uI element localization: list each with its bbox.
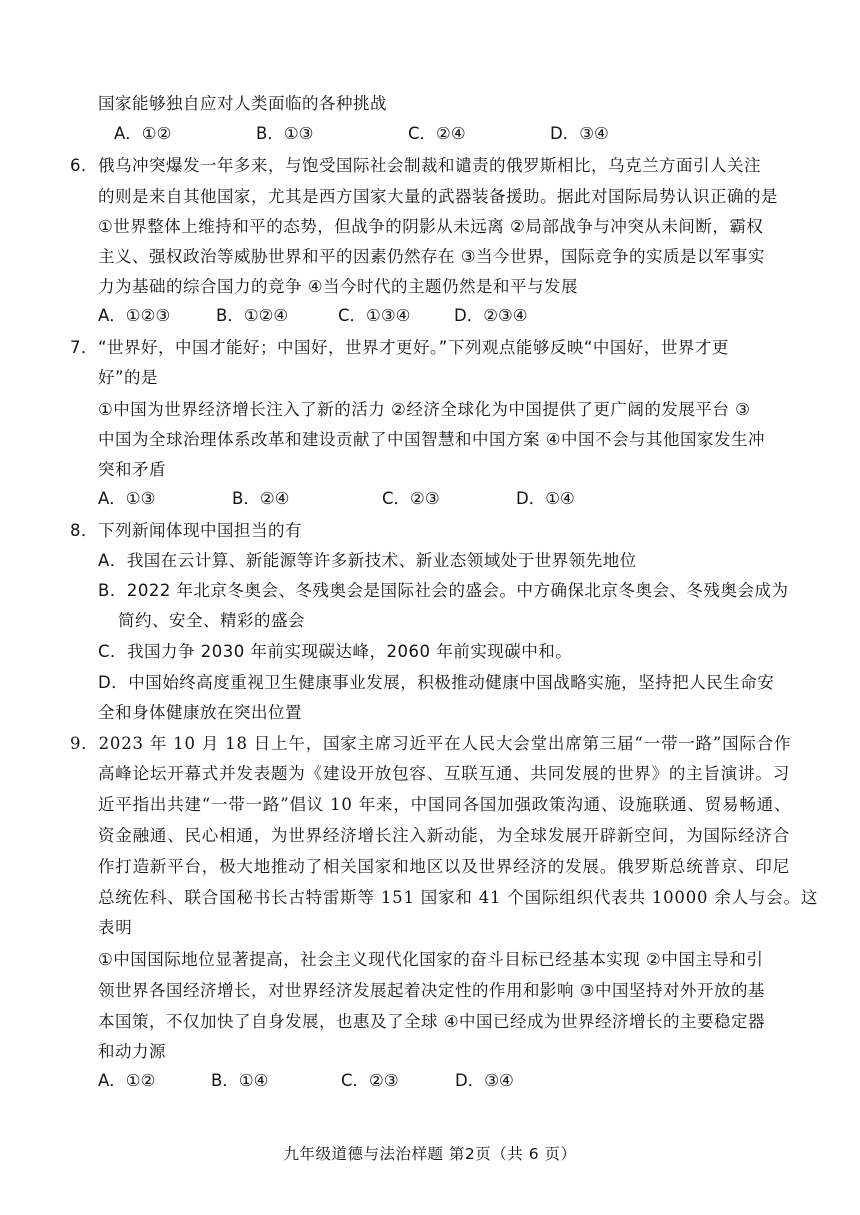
q8-option-line: D．中国始终高度重视卫生健康事业发展，积极推动健康中国战略实施，坚持把人民生命安 bbox=[98, 673, 775, 692]
q7-option-d: D．①④ bbox=[516, 489, 575, 508]
q7-stem-line: 7．“世界好，中国才能好；中国好，世界才更好。”下列观点能够反映“中国好，世界才更 bbox=[70, 338, 729, 357]
q9-option-a: A．①② bbox=[98, 1071, 156, 1090]
q9-stem-line: 作打造新平台，极大地推动了相关国家和地区以及世界经济的发展。俄罗斯总统普京、印尼 bbox=[98, 857, 790, 876]
q6-stem-line: 主义、强权政治等威胁世界和平的因素仍然存在 ③当今世界，国际竞争的实质是以军事实 bbox=[98, 247, 766, 266]
q8-option-line: A．我国在云计算、新能源等许多新技术、新业态领域处于世界领先地位 bbox=[98, 551, 637, 570]
q9-stem-line: 近平指出共建“一带一路”倡议 10 年来，中国同各国加强政策沟通、设施联通、贸易畅通、 bbox=[98, 795, 792, 814]
q9-option-d: D．③④ bbox=[455, 1071, 514, 1090]
q9-stem-line: 高峰论坛开幕式并发表题为《建设开放包容、互联互通、共同发展的世界》的主旨演讲。习 bbox=[98, 764, 790, 783]
q6-stem-line: 的则是来自其他国家，尤其是西方国家大量的武器装备援助。据此对国际局势认识正确的是 bbox=[98, 187, 778, 206]
q8-option-line: 全和身体健康放在突出位置 bbox=[98, 703, 302, 722]
q6-stem-line: 6．俄乌冲突爆发一年多来，与饱受国际社会制裁和谴责的俄罗斯相比，乌克兰方面引人关注 bbox=[70, 156, 761, 175]
q9-option-c: C．②③ bbox=[341, 1071, 399, 1090]
q9-option-b: B．①④ bbox=[211, 1071, 269, 1090]
q7-option-b: B．②④ bbox=[232, 489, 290, 508]
q9-stem-line: 表明 bbox=[98, 918, 133, 937]
q6-option-a: A．①②③ bbox=[98, 306, 171, 325]
q8-option-line: B．2022 年北京冬奥会、冬残奥会是国际社会的盛会。中方确保北京冬奥会、冬残奥会成为 bbox=[98, 581, 789, 600]
page-footer: 九年级道德与法治样题 第2页（共 6 页） bbox=[283, 1145, 577, 1163]
q7-stem-line: 好”的是 bbox=[98, 368, 159, 387]
q9-stem-line: 资金融通、民心相通，为世界经济增长注入新动能，为全球发展开辟新空间，为国际经济合 bbox=[98, 826, 790, 845]
q9-stem-line: 总统佐科、联合国秘书长古特雷斯等 151 国家和 41 个国际组织代表共 10000 余人与会。这 bbox=[98, 888, 819, 907]
q6-stem-line: 力为基础的综合国力的竞争 ④当今时代的主题仍然是和平与发展 bbox=[98, 277, 579, 296]
q9-choice-line: ①中国国际地位显著提高，社会主义现代化国家的奋斗目标已经基本实现 ②中国主导和引 bbox=[98, 950, 764, 969]
q8-option-line: 简约、安全、精彩的盛会 bbox=[118, 611, 305, 630]
q7-stem-line: 中国为全球治理体系改革和建设贡献了中国智慧和中国方案 ④中国不会与其他国家发生冲 bbox=[98, 430, 766, 449]
q9-choice-line: 领世界各国经济增长，对世界经济发展起着决定性的作用和影响 ③中国坚持对外开放的基 bbox=[98, 981, 766, 1000]
q5-stem-tail: 国家能够独自应对人类面临的各种挑战 bbox=[98, 94, 387, 113]
q5-option-d: D．③④ bbox=[550, 124, 609, 143]
q5-option-c: C．②④ bbox=[408, 124, 466, 143]
q7-option-a: A．①③ bbox=[98, 489, 156, 508]
q5-option-a: A．①② bbox=[114, 124, 172, 143]
q6-option-d: D．②③④ bbox=[454, 306, 528, 325]
q6-stem-line: ①世界整体上维持和平的态势，但战争的阴影从未远离 ②局部战争与冲突从未间断，霸权 bbox=[98, 217, 764, 236]
q7-stem-line: 突和矛盾 bbox=[98, 460, 166, 479]
q9-choice-line: 本国策，不仅加快了自身发展，也惠及了全球 ④中国已经成为世界经济增长的主要稳定器 bbox=[98, 1012, 766, 1031]
q7-option-c: C．②③ bbox=[382, 489, 440, 508]
q6-option-c: C．①③④ bbox=[338, 306, 411, 325]
q8-stem: 8．下列新闻体现中国担当的有 bbox=[70, 521, 302, 540]
q9-choice-line: 和动力源 bbox=[98, 1042, 166, 1061]
q8-option-line: C．我国力争 2030 年前实现碳达峰，2060 年前实现碳中和。 bbox=[98, 642, 573, 661]
q5-option-b: B．①③ bbox=[256, 124, 314, 143]
q9-stem-line: 9．2023 年 10 月 18 日上午，国家主席习近平在人民大会堂出席第三届“一带一路”国际合作 bbox=[70, 734, 792, 753]
q7-stem-line: ①中国为世界经济增长注入了新的活力 ②经济全球化为中国提供了更广阔的发展平台 ③ bbox=[98, 400, 751, 419]
q6-option-b: B．①②④ bbox=[216, 306, 289, 325]
